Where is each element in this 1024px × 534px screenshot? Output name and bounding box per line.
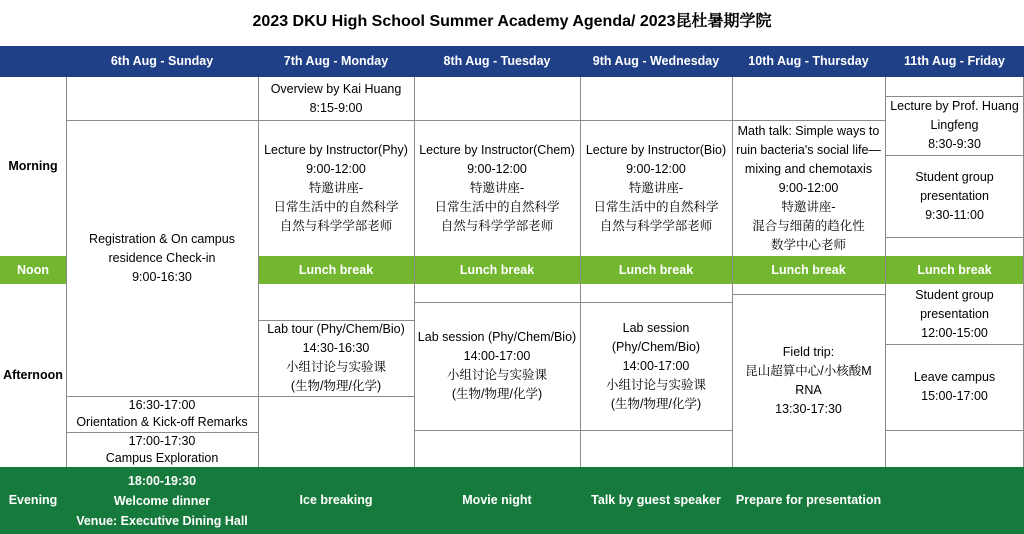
event-line: 特邀讲座- (308, 180, 364, 195)
lunch-break-monday: Lunch break (258, 256, 414, 284)
event-line: Lecture by Prof. Huang (890, 99, 1019, 113)
event-time: 17:00-17:30 (128, 433, 196, 448)
day-header-friday: 11th Aug - Friday (885, 46, 1024, 77)
event-line: Field trip: (782, 344, 835, 359)
event-line: (生物/物理/化学) (290, 379, 382, 393)
event-line: Student group (915, 287, 994, 302)
event-line: ruin bacteria's social life— (736, 142, 881, 157)
event-line: Lecture by Instructor(Bio) (585, 142, 727, 157)
event-time: 9:00-12:00 (306, 161, 366, 176)
period-label-evening: Evening (0, 467, 66, 534)
lab-tour-event (258, 320, 414, 396)
event-time: 12:00-15:00 (921, 325, 988, 340)
event-line: Lab session (Phy/Chem/Bio) (417, 330, 577, 344)
event-line: Math talk: Simple ways to (737, 123, 880, 138)
event-line: 自然与科学学部老师 (599, 218, 713, 233)
event-line: Orientation & Kick-off Remarks (76, 415, 248, 429)
event-line: 数学中心老师 (770, 237, 846, 252)
registration-event (66, 120, 258, 396)
lecture-bio-event (580, 120, 732, 256)
event-line: 小组讨论与实验课 (605, 377, 706, 392)
event-line: 混合与细菌的趋化性 (752, 218, 865, 233)
event-line: Leave campus (913, 370, 996, 384)
event-line: Overview by Kai Huang (270, 81, 402, 96)
day-header-thursday: 10th Aug - Thursday (732, 46, 885, 77)
day-header-tuesday: 8th Aug - Tuesday (414, 46, 580, 77)
event-time: 9:00-12:00 (778, 180, 839, 195)
lunch-break-friday: Lunch break (885, 256, 1024, 284)
event-line: presentation (920, 306, 989, 321)
event-time: 15:00-17:00 (921, 389, 988, 403)
event-line: Student group (915, 169, 994, 184)
period-label-morning: Morning (8, 159, 58, 173)
event-line: Registration & On campus (89, 231, 235, 246)
period-label-noon: Noon (0, 256, 66, 284)
campus-exploration-event (66, 432, 258, 467)
friday-evening-cell (885, 467, 1024, 534)
event-time: 9:00-12:00 (467, 161, 527, 176)
event-line: 日常生活中的自然科学 (434, 199, 560, 214)
lecture-phy-event (258, 120, 414, 256)
event-line: 小组讨论与实验课 (285, 360, 386, 374)
event-line: Campus Exploration (105, 450, 219, 465)
event-line: Lab session (622, 320, 690, 335)
event-line: (Phy/Chem/Bio) (611, 339, 701, 354)
event-line: Lecture by Instructor(Phy) (264, 142, 408, 157)
event-line: Welcome dinner (113, 493, 211, 508)
event-line: 特邀讲座- (628, 180, 684, 195)
event-line: Lab tour (Phy/Chem/Bio) (267, 322, 405, 336)
day-header-sunday: 6th Aug - Sunday (66, 46, 258, 77)
event-line: (生物/物理/化学) (610, 396, 702, 411)
lab-session-wednesday-event (580, 302, 732, 430)
event-time: 14:30-16:30 (302, 341, 370, 355)
lunch-break-wednesday: Lunch break (580, 256, 732, 284)
ice-breaking-event: Ice breaking (258, 467, 414, 534)
event-time: 8:30-9:30 (928, 137, 981, 151)
day-header-wednesday: 9th Aug - Wednesday (580, 46, 732, 77)
lunch-break-tuesday: Lunch break (414, 256, 580, 284)
event-line: 特邀讲座- (781, 199, 836, 214)
event-time: 9:30-11:00 (925, 207, 984, 222)
header-corner (0, 46, 66, 77)
overview-event (258, 77, 414, 120)
event-time: 8:15-9:00 (309, 100, 363, 115)
event-time: 9:00-16:30 (132, 269, 192, 284)
field-trip-event (732, 294, 885, 467)
orientation-event (66, 396, 258, 432)
welcome-dinner-event (66, 467, 258, 534)
prepare-presentation-event: Prepare for presentation (732, 467, 885, 534)
event-line: 自然与科学学部老师 (279, 218, 393, 233)
event-line: Lecture by Instructor(Chem) (419, 142, 575, 157)
event-time: 13:30-17:30 (775, 401, 842, 416)
movie-night-event: Movie night (414, 467, 580, 534)
event-time: 18:00-19:30 (127, 473, 197, 488)
event-line: 日常生活中的自然科学 (273, 199, 399, 214)
period-label-afternoon: Afternoon (3, 368, 63, 382)
student-presentation-pm-event (885, 284, 1024, 344)
guest-speaker-event: Talk by guest speaker (580, 467, 732, 534)
math-talk-event (732, 120, 885, 256)
event-line: presentation (920, 188, 989, 203)
lecture-chem-event (414, 120, 580, 256)
event-line: (生物/物理/化学) (451, 387, 543, 401)
day-header-monday: 7th Aug - Monday (258, 46, 414, 77)
event-line: residence Check-in (108, 250, 216, 265)
page-title: 2023 DKU High School Summer Academy Agenda/ 2023昆杜暑期学院 (252, 13, 772, 30)
event-time: 9:00-12:00 (626, 161, 686, 176)
event-line: 特邀讲座- (469, 180, 525, 195)
lecture-prof-huang-event (885, 96, 1024, 155)
event-time: 14:00-17:00 (622, 358, 690, 373)
lab-session-tuesday-event (414, 302, 580, 430)
student-presentation-am-event (885, 155, 1024, 237)
event-line: mixing and chemotaxis (744, 161, 873, 176)
event-time: 16:30-17:00 (128, 398, 196, 412)
event-line: Lingfeng (930, 118, 979, 132)
event-line: 小组讨论与实验课 (446, 368, 547, 382)
event-time: 14:00-17:00 (463, 349, 531, 363)
event-line: 自然与科学学部老师 (440, 218, 554, 233)
event-line: RNA (795, 382, 822, 397)
lunch-break-thursday: Lunch break (732, 256, 885, 284)
event-line: 日常生活中的自然科学 (593, 199, 719, 214)
event-line: 昆山超算中心/小核酸M (745, 363, 872, 378)
leave-campus-event (885, 344, 1024, 430)
event-line: Venue: Executive Dining Hall (76, 513, 248, 528)
